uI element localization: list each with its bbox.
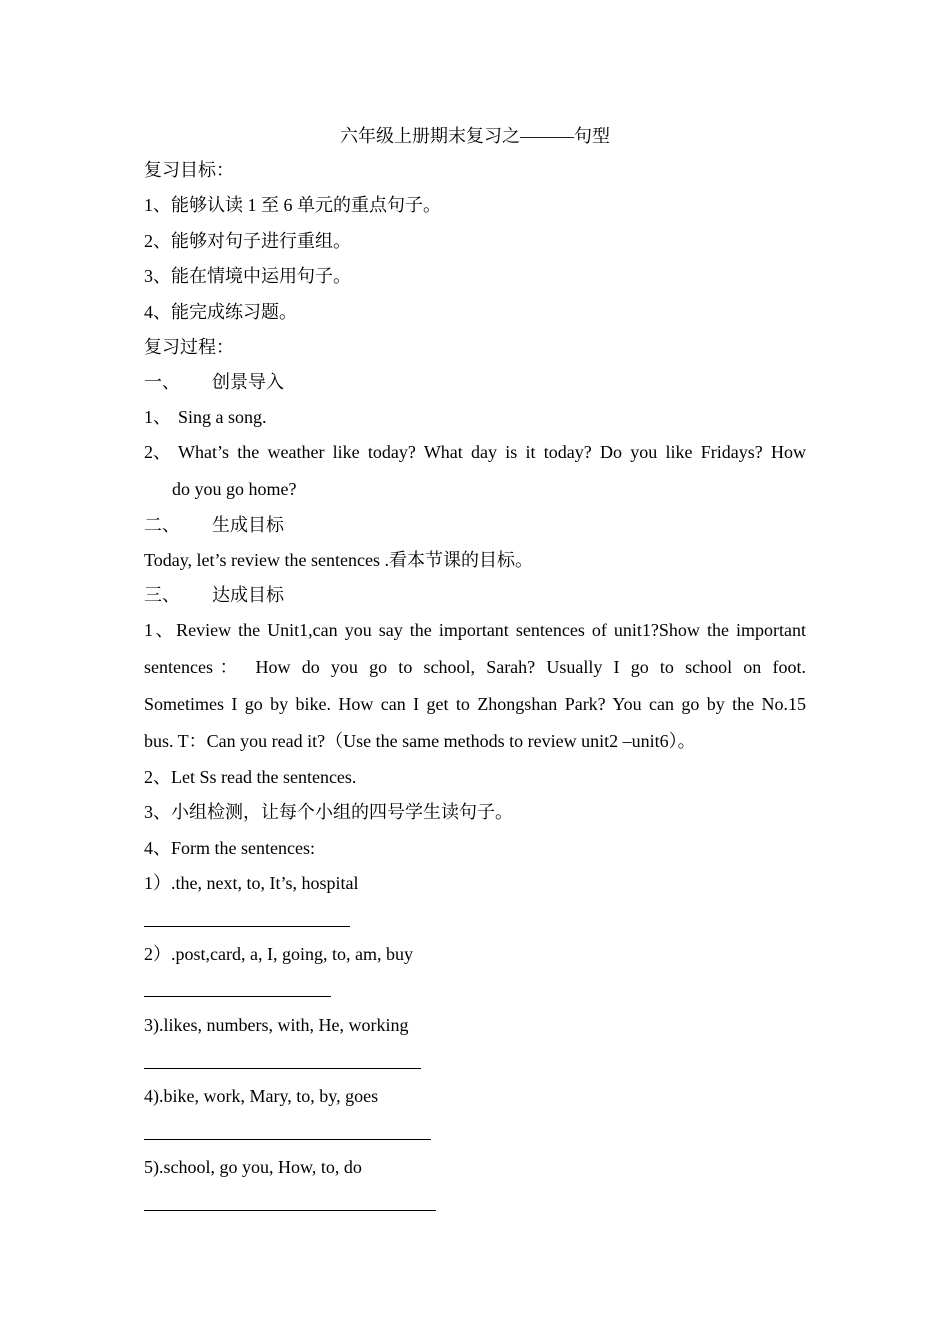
exercise-prompt: 3).likes, numbers, with, He, working [144,1015,409,1035]
intro-text: What’s the weather like today? What day is it today? Do you like Fridays? How [178,442,806,462]
answer-blank[interactable] [144,1210,436,1211]
step-label: 生成目标 [212,515,284,535]
review-line: sentences： How do you go to school, Sarah? Usually I go to school on foot. [144,657,806,677]
answer-blank[interactable] [144,926,350,927]
review-line: bus. T：Can you read it?（Use the same methods to review unit2 –unit6）。 [144,731,696,751]
intro-text-continued: do you go home? [172,479,297,499]
intro-number: 1、 [144,407,171,427]
review-line: 1、Review the Unit1,can you say the important sentences of unit1?Show the important [144,620,806,640]
step-number: 三、 [144,585,180,605]
step-heading [144,513,284,537]
answer-blank[interactable] [144,996,331,997]
review-line: Sometimes I go by bike. How can I get to Zhongshan Park? You can go by the No.15 [144,694,806,714]
goal-item: 2、能够对句子进行重组。 [144,231,351,251]
list-item: 2、Let Ss read the sentences. [144,767,357,787]
answer-blank[interactable] [144,1068,421,1069]
exercise-prompt: 5).school, go you, How, to, do [144,1157,362,1177]
step-number: 二、 [144,515,180,535]
exercise-prompt: 2）.post,card, a, I, going, to, am, buy [144,944,413,964]
step-label: 创景导入 [212,372,284,392]
goal-item: 4、能完成练习题。 [144,302,297,322]
goal-item: 3、能在情境中运用句子。 [144,266,351,286]
step-heading [144,583,284,607]
exercise-prompt: 1）.the, next, to, It’s, hospital [144,873,359,893]
list-item: 4、Form the sentences: [144,838,315,858]
list-item: 3、小组检测，让每个小组的四号学生读句子。 [144,802,513,822]
answer-blank[interactable] [144,1139,431,1140]
intro-number: 2、 [144,442,171,462]
goals-heading: 复习目标： [144,160,234,180]
intro-item [144,440,806,464]
step-label: 达成目标 [212,585,284,605]
step-heading [144,370,284,394]
goal-sentence: Today, let’s review the sentences .看本节课的目标。 [144,550,533,570]
intro-item [144,405,267,429]
goal-item: 1、能够认读 1 至 6 单元的重点句子。 [144,195,441,215]
step-number: 一、 [144,372,180,392]
page-title: 六年级上册期末复习之———句型 [340,126,610,146]
intro-text: Sing a song. [178,407,267,427]
exercise-prompt: 4).bike, work, Mary, to, by, goes [144,1086,379,1106]
process-heading: 复习过程： [144,337,234,357]
